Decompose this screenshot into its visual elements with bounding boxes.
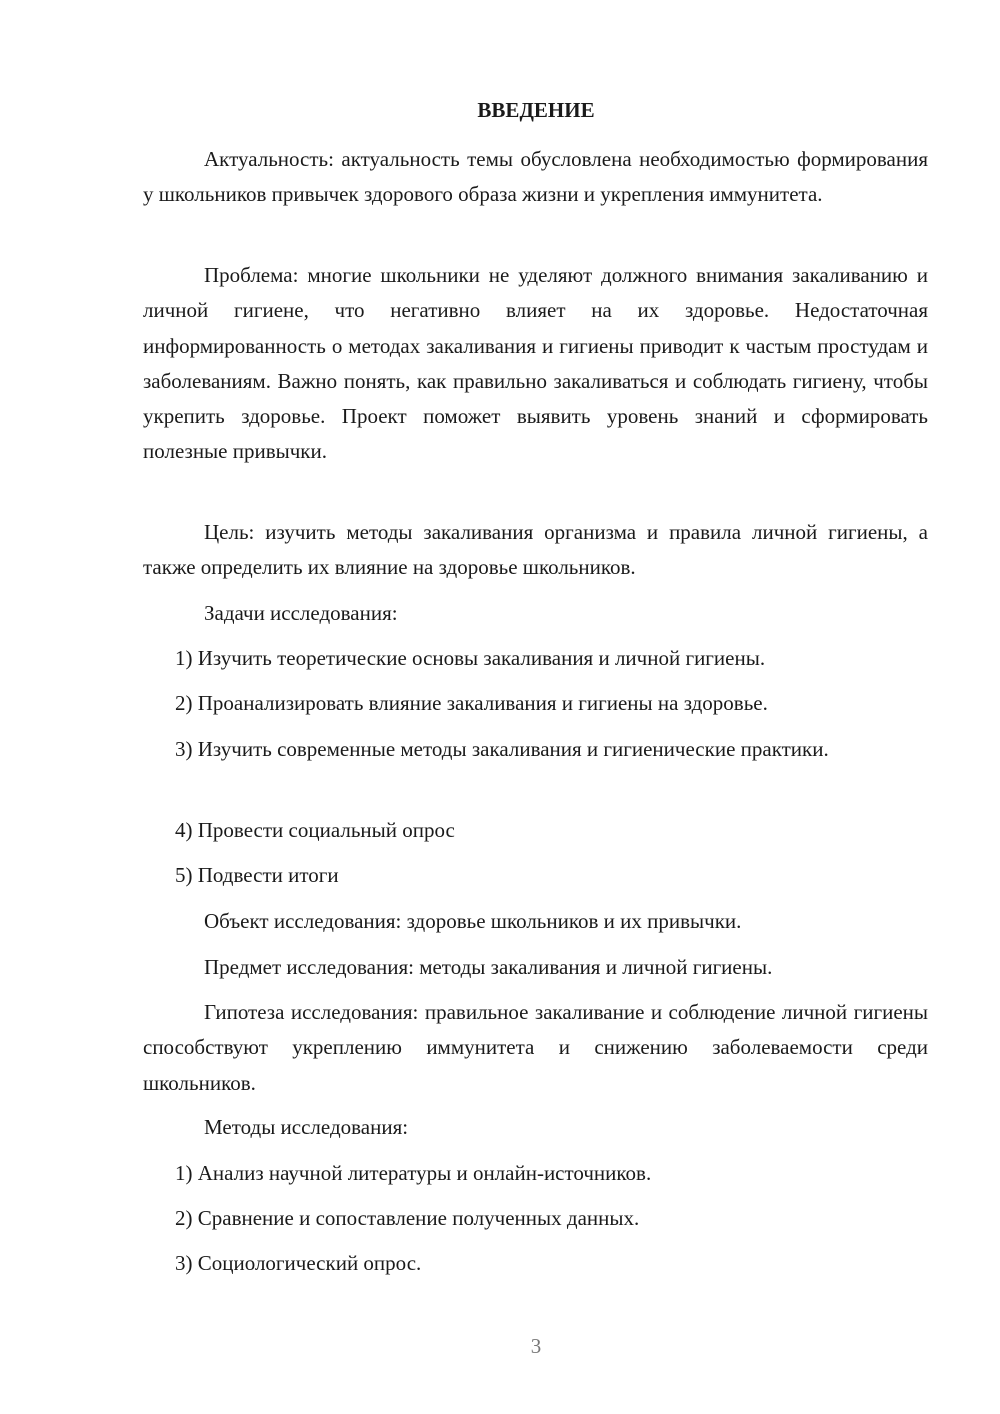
goal-paragraph: Цель: изучить методы закаливания организма и правила личной гигиены, а также определить их влияние на здоровье школьников. xyxy=(143,520,928,580)
task-item-1: 1) Изучить теоретические основы закаливания и личной гигиены. xyxy=(175,646,766,670)
tasks-heading: Задачи исследования: xyxy=(204,601,398,625)
page-number: 3 xyxy=(530,1334,542,1358)
problem-paragraph: Проблема: многие школьники не уделяют должного внимания закаливанию и личной гигиене, что негативно влияет на их здоровье. Недостаточная информированность о методах закаливания и гигиены приводит к частым простудам и заболеваниям. Важно понять, как правильно закаливаться и соблюдать гигиену, чтобы укрепить здоровье. Проект поможет выявить уровень знаний и сформировать полезные привычки. xyxy=(143,263,928,464)
page-title: ВВЕДЕНИЕ xyxy=(477,98,595,122)
hypothesis-paragraph: Гипотеза исследования: правильное закаливание и соблюдение личной гигиены способствуют укреплению иммунитета и снижению заболеваемости среди школьников. xyxy=(143,1000,928,1095)
methods-heading: Методы исследования: xyxy=(204,1115,409,1139)
object-paragraph: Объект исследования: здоровье школьников и их привычки. xyxy=(204,909,742,933)
task-item-2: 2) Проанализировать влияние закаливания и гигиены на здоровье. xyxy=(175,691,768,715)
method-item-2: 2) Сравнение и сопоставление полученных данных. xyxy=(175,1206,640,1230)
method-item-3: 3) Социологический опрос. xyxy=(175,1251,422,1275)
relevance-paragraph: Актуальность: актуальность темы обусловлена необходимостью формирования у школьников привычек здорового образа жизни и укрепления иммунитета. xyxy=(143,147,928,207)
task-item-5: 5) Подвести итоги xyxy=(175,863,339,887)
task-item-3: 3) Изучить современные методы закаливания и гигиенические практики. xyxy=(175,737,829,761)
task-item-4: 4) Провести социальный опрос xyxy=(175,818,455,842)
method-item-1: 1) Анализ научной литературы и онлайн-источников. xyxy=(175,1161,652,1185)
subject-paragraph: Предмет исследования: методы закаливания и личной гигиены. xyxy=(204,955,773,979)
